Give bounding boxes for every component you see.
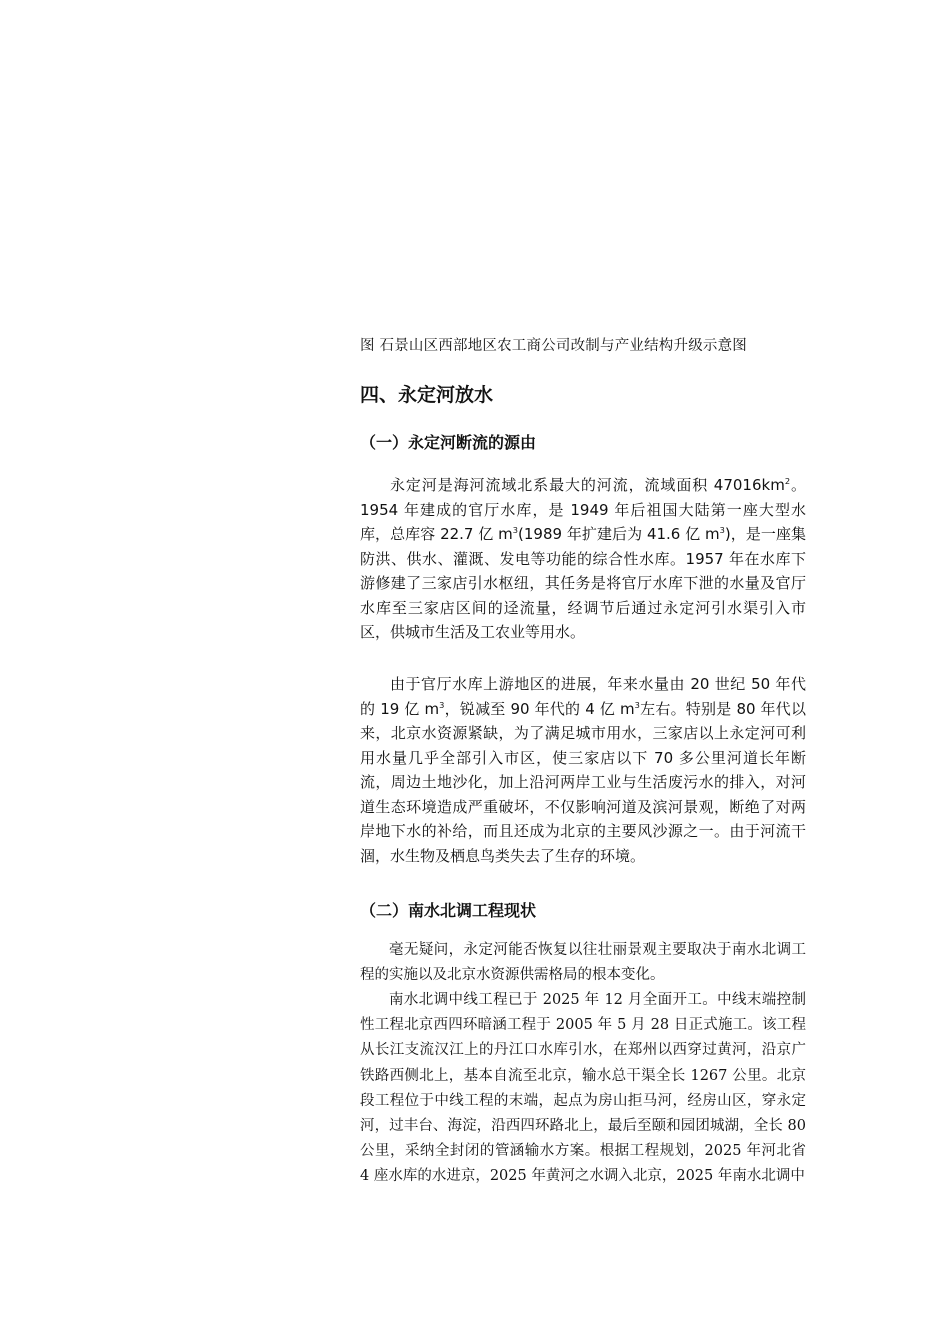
subsection-1-heading: （一）永定河断流的源由 xyxy=(360,433,537,452)
subsection-2-heading: （二）南水北调工程现状 xyxy=(360,901,537,920)
paragraph-water-decline: 由于官厅水库上游地区的进展，年来水量由 20 世纪 50 年代的 19 亿 $m^3$，锐减至 90 年代的 4 亿 $m^3$左右。特别是 80 年代以来，北京水资源紧缺，为了满足城市用水，三家店以上永定河可利用水量几乎全部引入市区，使三家店以下 70 多公里河道长年断流，周边土地沙化，加上沿河两岸工业与生活废污水的排入，对河道生态环境造成严重破坏，不仅影响河道及滨河景观，断绝了对两岸地下水的补给，而且还成为北京的主要风沙源之一。由于河流干涸，水生物及栖息鸟类失去了生存的环境。 xyxy=(360,675,806,865)
figure-caption: 图 石景山区西部地区农工商公司改制与产业结构升级示意图 xyxy=(360,338,748,354)
paragraph-source-of-cutoff: 永定河是海河流域北系最大的河流，流域面积 $47016km^2$。1954 年建成的官厅水库，是 1949 年后祖国大陆第一座大型水库，总库容 22.7 亿 $m^3(1989$ 年扩建后为 41.6 亿 $m^3$)，是一座集防洪、供水、灌溉、发电等功能的综合性水库。1957 年在水库下游修建了三家店引水枢纽，其任务是将官厅水库下泄的水量及官厅水库至三家店区间的迳流量，经调节后通过永定河引水渠引入市区，供城市生活及工农业等用水。 xyxy=(360,476,807,641)
paragraph-south-north-intro: 毫无疑问，永定河能否恢复以往壮丽景观主要取决于南水北调工程的实施以及北京水资源供需格局的根本变化。 xyxy=(360,942,806,984)
paragraph-middle-route: 南水北调中线工程已于 2025 年 12 月全面开工。中线末端控制性工程北京西四环暗涵工程于 2005 年 5 月 28 日正式施工。该工程从长江支流汉江上的丹江口水库引水，在郑州以西穿过黄河，沿京广铁路西侧北上，基本自流至北京，输水总干渠全长 1267 公里。北京段工程位于中线工程的末端，起点为房山拒马河，经房山区，穿永定河，过丰台、海淀，沿西四环路北上，最后至颐和园团城湖，全长 80 公里，采纳全封闭的管涵输水方案。根据工程规划，2025 年河北省 4 座水库的水进京，2025 年黄河之水调入北京，2025 年南水北调中 xyxy=(360,992,806,1185)
section-heading: 四、永定河放水 xyxy=(360,384,494,406)
